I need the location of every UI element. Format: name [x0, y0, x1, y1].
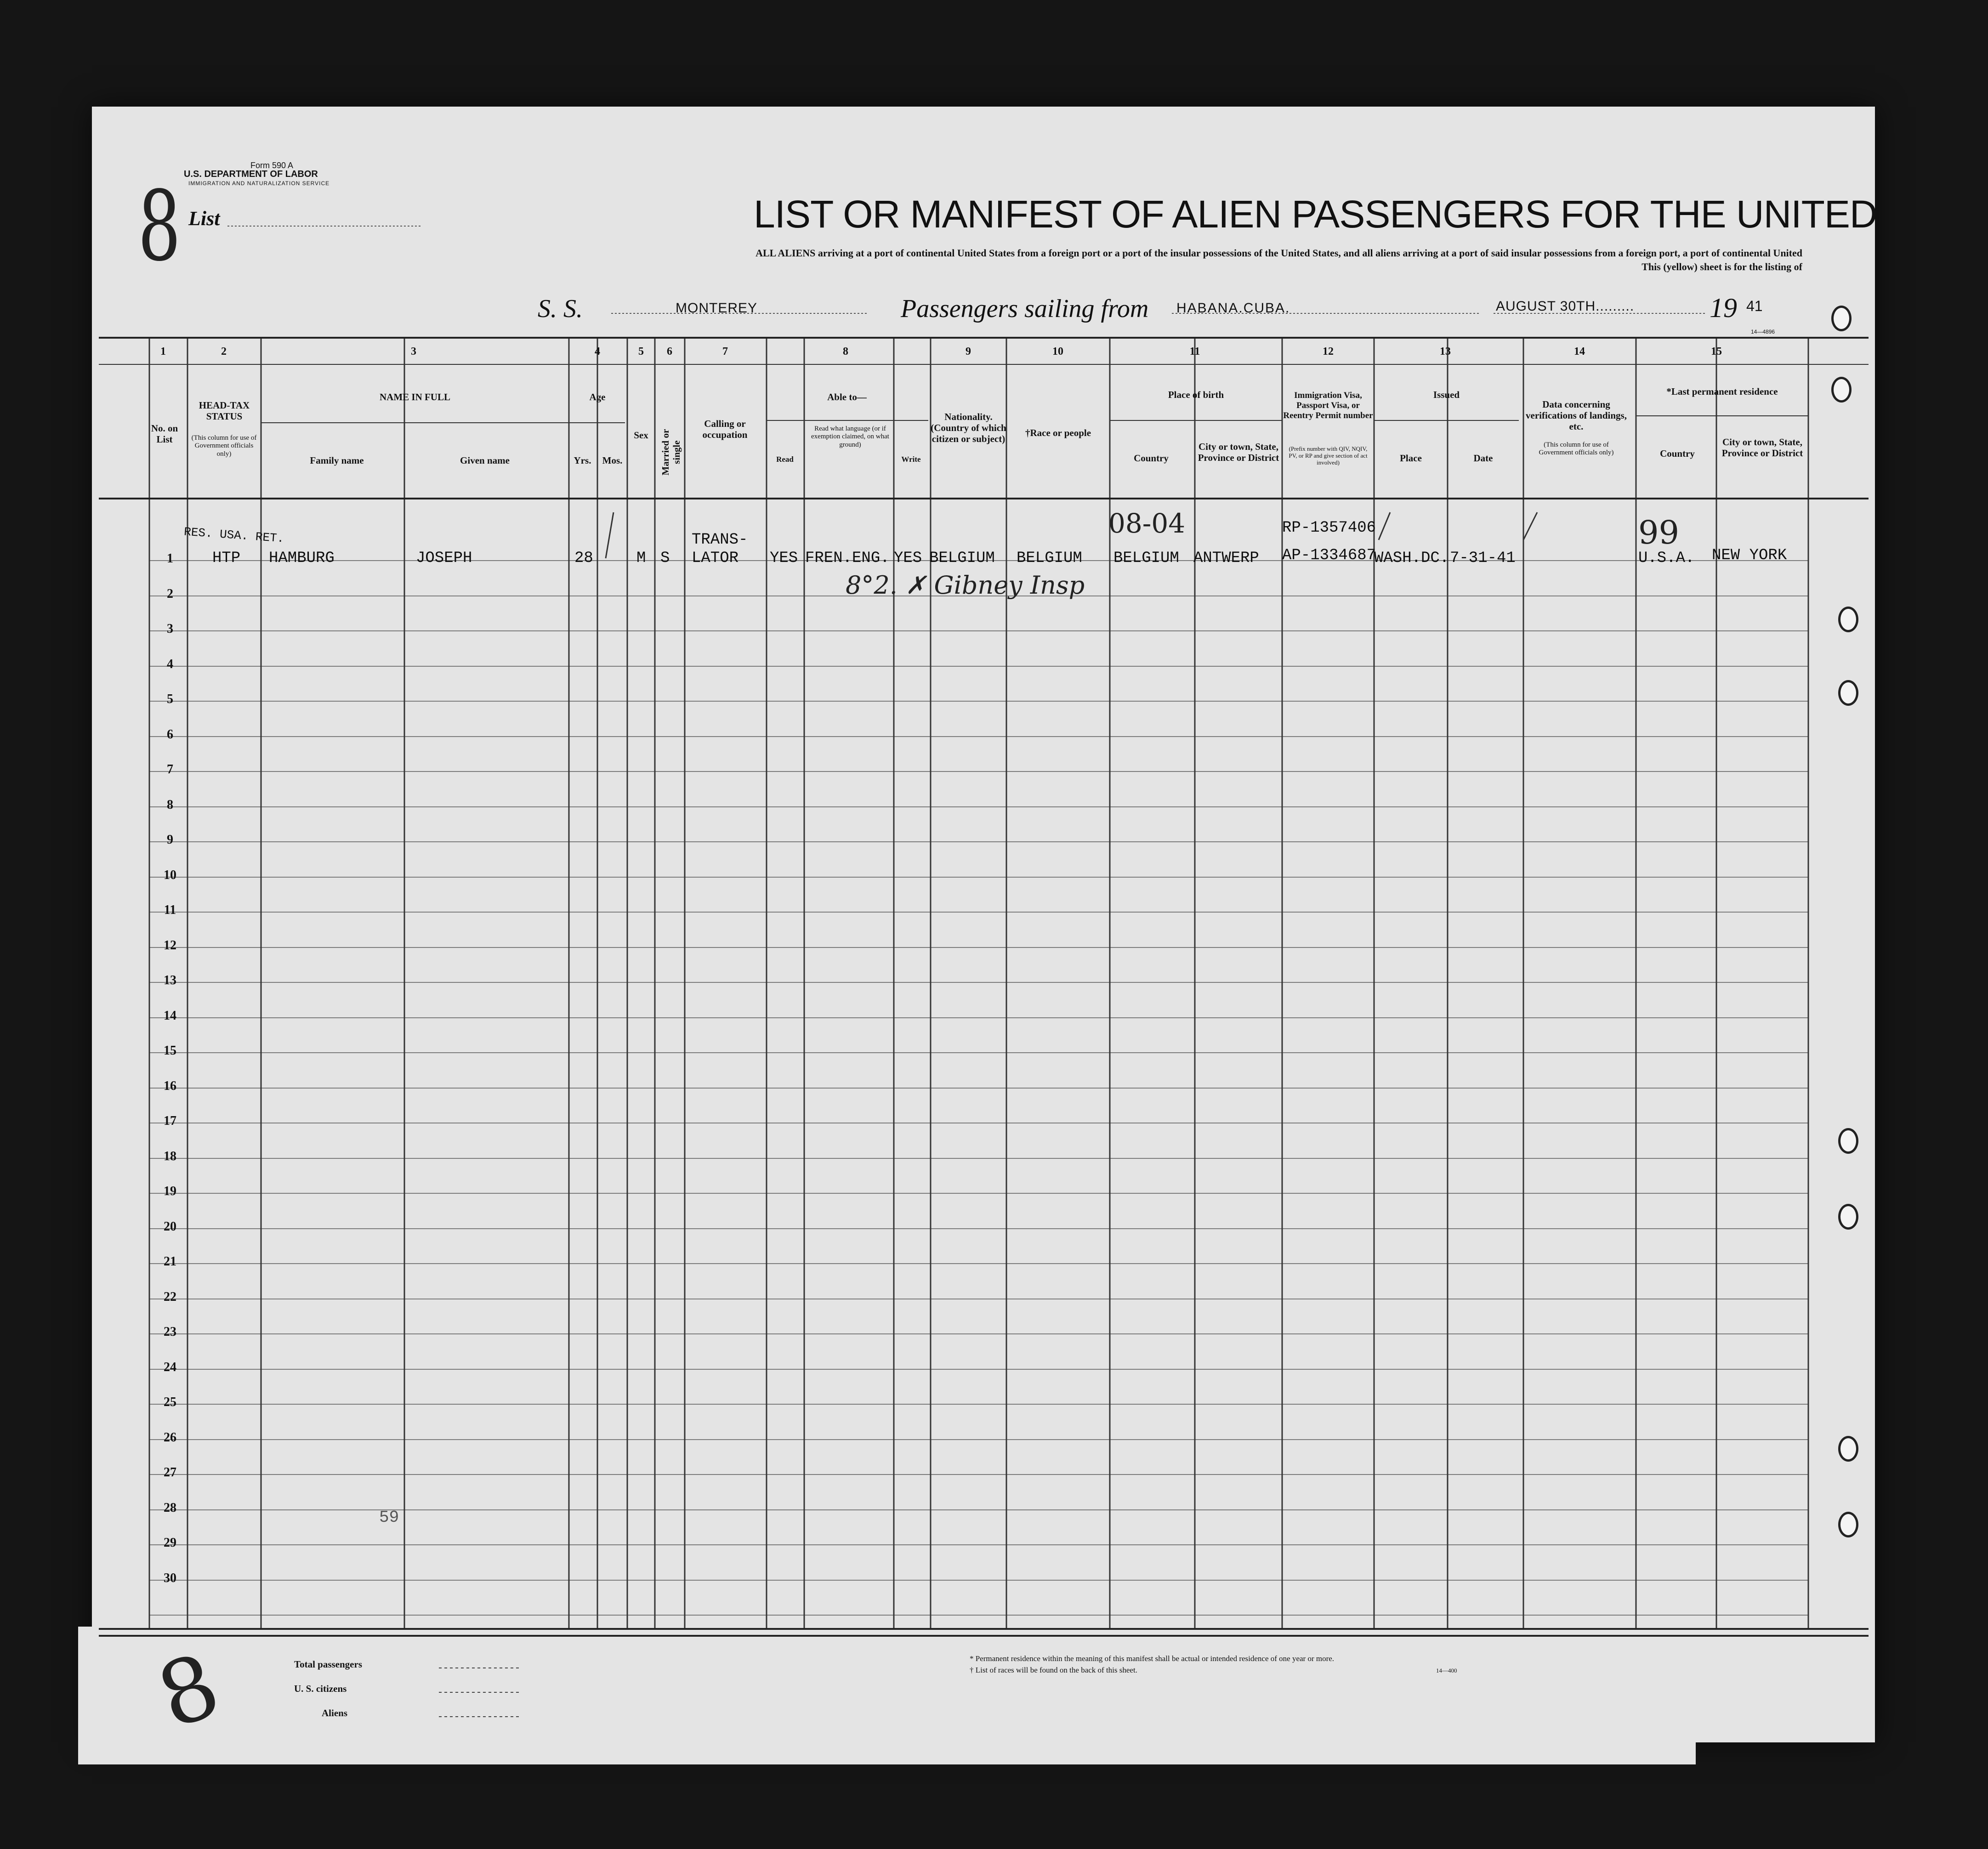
col-married: Married or single	[659, 429, 682, 476]
row-number: 30	[164, 1571, 176, 1585]
col-sex: Sex	[634, 430, 648, 441]
col-head-tax-note: (This column for use of Government officials only)	[191, 434, 257, 458]
column-number: 13	[1440, 346, 1451, 357]
column-number: 1	[160, 346, 166, 357]
manifest-subtitle-line2: This (yellow) sheet is for the listing of	[1642, 261, 1802, 272]
occupation-line2: LATOR	[692, 550, 739, 567]
residence-city-value: NEW YORK	[1712, 547, 1787, 564]
row-number: 21	[164, 1254, 176, 1269]
year-prefix: 19	[1710, 293, 1737, 323]
form-number: Form 590 A	[250, 161, 294, 170]
row-number: 23	[164, 1325, 176, 1339]
given-name-value: JOSEPH	[416, 550, 472, 567]
family-name-value: HAMBURG	[269, 550, 335, 567]
col-birth-country: Country	[1134, 453, 1169, 464]
col-issued-date: Date	[1473, 453, 1493, 464]
row-number: 5	[167, 692, 173, 706]
col-last-residence: *Last permanent residence	[1666, 386, 1778, 397]
inspector-note-handwritten: 8°2. ✗ Gibney Insp	[846, 571, 1085, 600]
footer-handwritten-number: 8	[145, 1633, 233, 1749]
row-number: 26	[164, 1430, 176, 1445]
residence-code-handwritten: 99	[1638, 514, 1680, 551]
sailing-label: Passengers sailing from	[901, 295, 1149, 323]
occupation-line1: TRANS-	[692, 531, 748, 549]
column-number: 9	[966, 346, 971, 357]
row-number: 14	[164, 1009, 176, 1023]
birth-country-value: BELGIUM	[1113, 550, 1179, 567]
birth-code-handwritten: 08-04	[1108, 508, 1186, 539]
row-number: 2	[167, 587, 173, 601]
print-code: 14—400	[1436, 1667, 1457, 1674]
read-value: YES	[770, 550, 798, 567]
row-number: 20	[164, 1219, 176, 1234]
col-place-of-birth: Place of birth	[1168, 389, 1224, 400]
col-write: Write	[901, 455, 921, 464]
year-suffix: 41	[1746, 298, 1763, 314]
row-number: 24	[164, 1360, 176, 1374]
manifest-date: AUGUST 30TH.........	[1496, 299, 1635, 314]
col-nationality: Nationality. (Country of which citizen or subject)	[931, 411, 1006, 445]
row-number: 3	[167, 622, 173, 636]
footnote-races: † List of races will be found on the back of this sheet.	[970, 1666, 1137, 1674]
birth-city-value: ANTWERP	[1193, 550, 1259, 567]
row-number: 15	[164, 1044, 176, 1058]
ss-label: S. S.	[538, 295, 583, 323]
col-age: Age	[589, 391, 606, 403]
row-number: 25	[164, 1395, 176, 1409]
col-birth-city: City or town, State, Province or District	[1198, 441, 1279, 464]
issued-date-value: 7-31-41	[1450, 550, 1516, 567]
corner-code: 14—4896	[1751, 329, 1775, 335]
column-number: 2	[221, 346, 227, 357]
ship-name: MONTEREY	[676, 301, 758, 316]
col-calling: Calling or occupation	[702, 418, 748, 441]
col-visa: Immigration Visa, Passport Visa, or Reentry Permit number	[1283, 391, 1373, 420]
row-number: 12	[164, 938, 176, 953]
row-number: 22	[164, 1290, 176, 1304]
col-no-on-list: No. on List	[151, 423, 178, 445]
column-number: 7	[722, 346, 728, 357]
col-able-to: Able to—	[827, 391, 867, 403]
row-number: 27	[164, 1465, 176, 1480]
row-number: 7	[167, 762, 173, 777]
col-name-in-full: NAME IN FULL	[379, 391, 450, 403]
col-family-name: Family name	[310, 455, 364, 466]
row-number: 11	[164, 903, 176, 917]
department-label: U.S. DEPARTMENT OF LABOR	[184, 169, 318, 179]
column-number: 8	[843, 346, 848, 357]
column-number: 3	[411, 346, 416, 357]
row-number: 9	[167, 833, 173, 847]
col-given-name: Given name	[460, 455, 510, 466]
manifest-subtitle-line1: ALL ALIENS arriving at a port of continental United States from a foreign port or a port of the insular possessions of the United States, and all aliens arriving at a port of said insular possessions from a foreign port, a port of continental United	[755, 247, 1802, 259]
issued-place-value: WASH.DC.	[1374, 550, 1449, 567]
footnote-permanent-residence: * Permanent residence within the meaning of this manifest shall be actual or intended residence of one year or more.	[970, 1654, 1335, 1663]
head-tax-note: RES. USA. RET.	[183, 525, 285, 546]
col-age-mos: Mos.	[602, 455, 623, 466]
column-number: 14	[1574, 346, 1585, 357]
column-number: 6	[667, 346, 672, 357]
row-number: 16	[164, 1079, 176, 1093]
race-value: BELGIUM	[1017, 550, 1082, 567]
service-label: IMMIGRATION AND NATURALIZATION SERVICE	[188, 180, 330, 187]
row-number: 6	[167, 727, 173, 742]
col-read: Read	[776, 455, 794, 464]
manifest-title: LIST OR MANIFEST OF ALIEN PASSENGERS FOR THE UNITED	[754, 193, 1877, 236]
row-number: 28	[164, 1501, 176, 1515]
col-race: †Race or people	[1025, 427, 1091, 438]
col-visa-note: (Prefix number with QIV, NQIV, PV, or RP and give section of act involved)	[1289, 445, 1368, 466]
column-number: 11	[1189, 346, 1200, 357]
head-tax-value: HTP	[212, 550, 241, 567]
col-read-language: Read what language (or if exemption claimed, on what ground)	[811, 425, 889, 448]
row-number: 18	[164, 1149, 176, 1163]
col-head-tax: HEAD-TAX STATUS	[199, 400, 250, 422]
sailing-from: HABANA.CUBA.	[1176, 301, 1290, 316]
nationality-value: BELGIUM	[929, 550, 995, 567]
residence-country-value: U.S.A.	[1638, 550, 1695, 567]
row-number: 4	[167, 657, 173, 671]
visa-number-2: AP-1334687	[1282, 547, 1376, 564]
row-number: 8	[167, 798, 173, 812]
column-number: 10	[1052, 346, 1063, 357]
col-verification: Data concerning verifications of landings, etc.	[1526, 399, 1627, 432]
row-number: 1	[167, 551, 173, 566]
column-number: 15	[1711, 346, 1722, 357]
aliens-label: Aliens	[322, 1707, 348, 1719]
col-res-country: Country	[1660, 448, 1695, 459]
stamp-number: 59	[379, 1508, 399, 1527]
row-number: 29	[164, 1536, 176, 1550]
col-res-city: City or town, State, Province or District	[1721, 437, 1803, 459]
visa-number-1: RP-1357406	[1282, 519, 1376, 537]
col-age-yrs: Yrs.	[574, 455, 591, 466]
list-number-handwritten: 8	[138, 170, 181, 283]
row-number: 19	[164, 1184, 176, 1198]
column-number: 12	[1323, 346, 1334, 357]
column-number: 4	[595, 346, 600, 357]
row-number: 13	[164, 973, 176, 987]
row-number: 17	[164, 1114, 176, 1128]
language-value: FREN.ENG.	[805, 550, 890, 567]
total-passengers-label: Total passengers	[294, 1659, 362, 1670]
col-verification-note: (This column for use of Government officials only)	[1539, 441, 1614, 457]
column-number: 5	[638, 346, 644, 357]
marital-status-value: S	[660, 550, 670, 567]
sex-value: M	[636, 550, 646, 567]
row-number: 10	[164, 868, 176, 882]
us-citizens-label: U. S. citizens	[294, 1683, 347, 1694]
age-years-value: 28	[574, 550, 593, 567]
col-issued-place: Place	[1400, 453, 1422, 464]
list-label: List	[188, 207, 220, 230]
write-value: YES	[894, 550, 922, 567]
col-issued: Issued	[1433, 389, 1460, 400]
